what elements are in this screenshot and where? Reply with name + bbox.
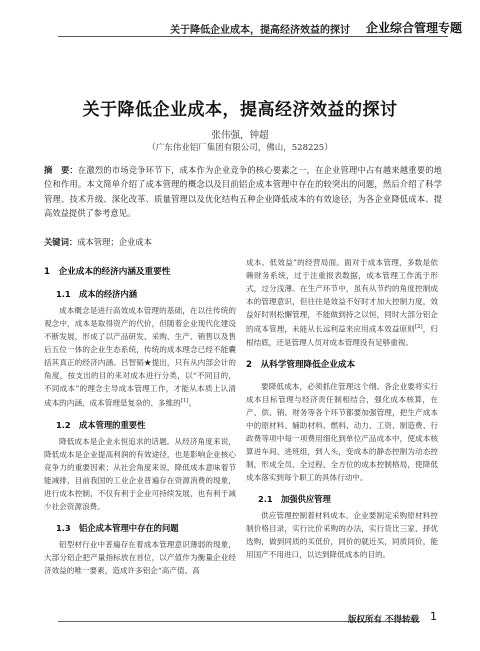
paragraph-1-2: 降低成本是企业永恒追求的话题。从经济角度来说，降低成本是企业提高利润的有效途径，也是影响企业核心竞争力的重要因素；从社会角度来说，降低成本意味着节能减排，目前我国的工业企业普遍存在资源消费的现象，进行成本控制，不仅有利于企业可持续发展，也有利于减少社会资源浪费。 [44, 436, 236, 511]
article-affiliation: （广东伟业铝厂集团有限公司，佛山，528225） [147, 143, 333, 153]
header-section-name: 企业综合管理专题 [366, 21, 463, 35]
keywords-text: 成本管理；企业成本 [77, 237, 152, 247]
paragraph-1-1 [44, 304, 236, 410]
article-title: 关于降低企业成本，提高经济效益的探讨 [82, 100, 398, 120]
abstract-text: 在激烈的市场竞争环节下，成本作为企业竞争的核心要素之一，在企业管理中占有越来越重要的地位和作用。本文简单介绍了成本管理的概念以及目前铝企成本管理中存在的较突出的问题，然后介绍了科学管理、技术升级、深化改革、质量管理以及优化结构五种企业降低成本的有效途径，为各企业降低成本、提高效益提供了参考意见。 [44, 165, 442, 219]
subsection-heading-2-1: 2.1 加强供应管理 [258, 493, 331, 504]
abstract-label: 摘 要： [44, 165, 78, 175]
paragraph-2: 要降低成本，必须抓住管理这个纲。各企业要将实行成本目标管理与经济责任制相结合，强化成本核算，在产、供、销、财务等各个环节都要加强管理，把生产成本中的原材料、辅助材料、燃料、动力、工资、制造费、行政费等项中每一项费用细化到单位产品成本中，使成本核算进车间、进班组，到人头，变成本的静态控制为动态控制，形成全员、全过程、全方位的成本控制格局，使降低成本落实到每个职工的具体行动中。 [246, 381, 438, 482]
section-heading-1: 1 企业成本的经济内涵及重要性 [44, 267, 171, 277]
header-divider [58, 36, 448, 37]
subsection-heading-1-2: 1.2 成本管理的重要性 [56, 419, 146, 430]
running-header [0, 0, 480, 40]
paragraph-2-1: 供应管理控制着材料成本。企业要制定采购原材料控制价格目录，实行比价采购的办法，实行货比三家、择优选购，做到同质的买低价，同价的就近买，同质同价，能用国产不用进口，以达到降低成本的目的。 [246, 510, 438, 559]
keywords-label: 关键词： [44, 237, 78, 247]
right-column [246, 256, 438, 561]
citation-ref: [1] [180, 398, 189, 404]
article-authors: 张伟强，钟超 [211, 130, 269, 141]
copyright-notice: 版权所有 不得转载 [348, 615, 419, 625]
page-number: 1 [430, 610, 437, 623]
subsection-heading-1-3: 1.3 铝企成本管理中存在的问题 [56, 522, 179, 533]
paragraph-1-3-continued [246, 256, 438, 349]
citation-ref: [2] [414, 324, 423, 330]
paragraph-1-3-cont-end: ，归根结底，还是管理人员对成本管理没有足够重视。 [246, 324, 439, 347]
header-article-title: 关于降低企业成本，提高经济效益的探讨 [170, 25, 350, 36]
paragraph-1-1-end: 。 [188, 398, 197, 408]
keywords [44, 236, 442, 248]
paragraph-1-1-text: 成本概念是进行高效成本管理的基础，在以往传统的观念中，成本是取得资产的代价，但随着企业现代化建设不断发展，形成了以产品研发、采购、生产、销售以及售后五位一体的企业生态系统，传统的成本理念已经不能囊括其真正的经济内涵。吕智韬★提出，只有从内部会计的角度，按支出的目的来对成本进行分类，以“不同目的，不同成本”的理念主导成本管理工作，才能从本质上认清成本的内涵，成本管理是复杂的、多维的 [44, 306, 236, 408]
paragraph-1-3-cont-text: 成本、低效益”的经营局面。面对于成本管理，多数是依赖财务系统，过于注重报表数据，成本管理工作流于形式，过分浅薄。在生产环节中，虽有从节约的角度控制成本的管理意识，但往往是效益不好时才加大控制力度，效益好时则松懈管理，不能做到持之以恒，同时大部分铝企的成本管理，未能从长远利益来应用成本效益原则 [246, 258, 438, 334]
section-heading-2: 2 从科学管理降低企业成本 [246, 359, 356, 370]
abstract [44, 163, 442, 221]
paragraph-1-3: 铝型材行业中普遍存在着成本管理意识薄弱的现象，大部分铝企把产量指标放在首位，以产值作为衡量企业经济效益的唯一要素，造成许多铝企“高产值、高 [44, 539, 236, 575]
left-column [44, 256, 236, 577]
subsection-heading-1-1: 1.1 成本的经济内涵 [56, 289, 138, 299]
